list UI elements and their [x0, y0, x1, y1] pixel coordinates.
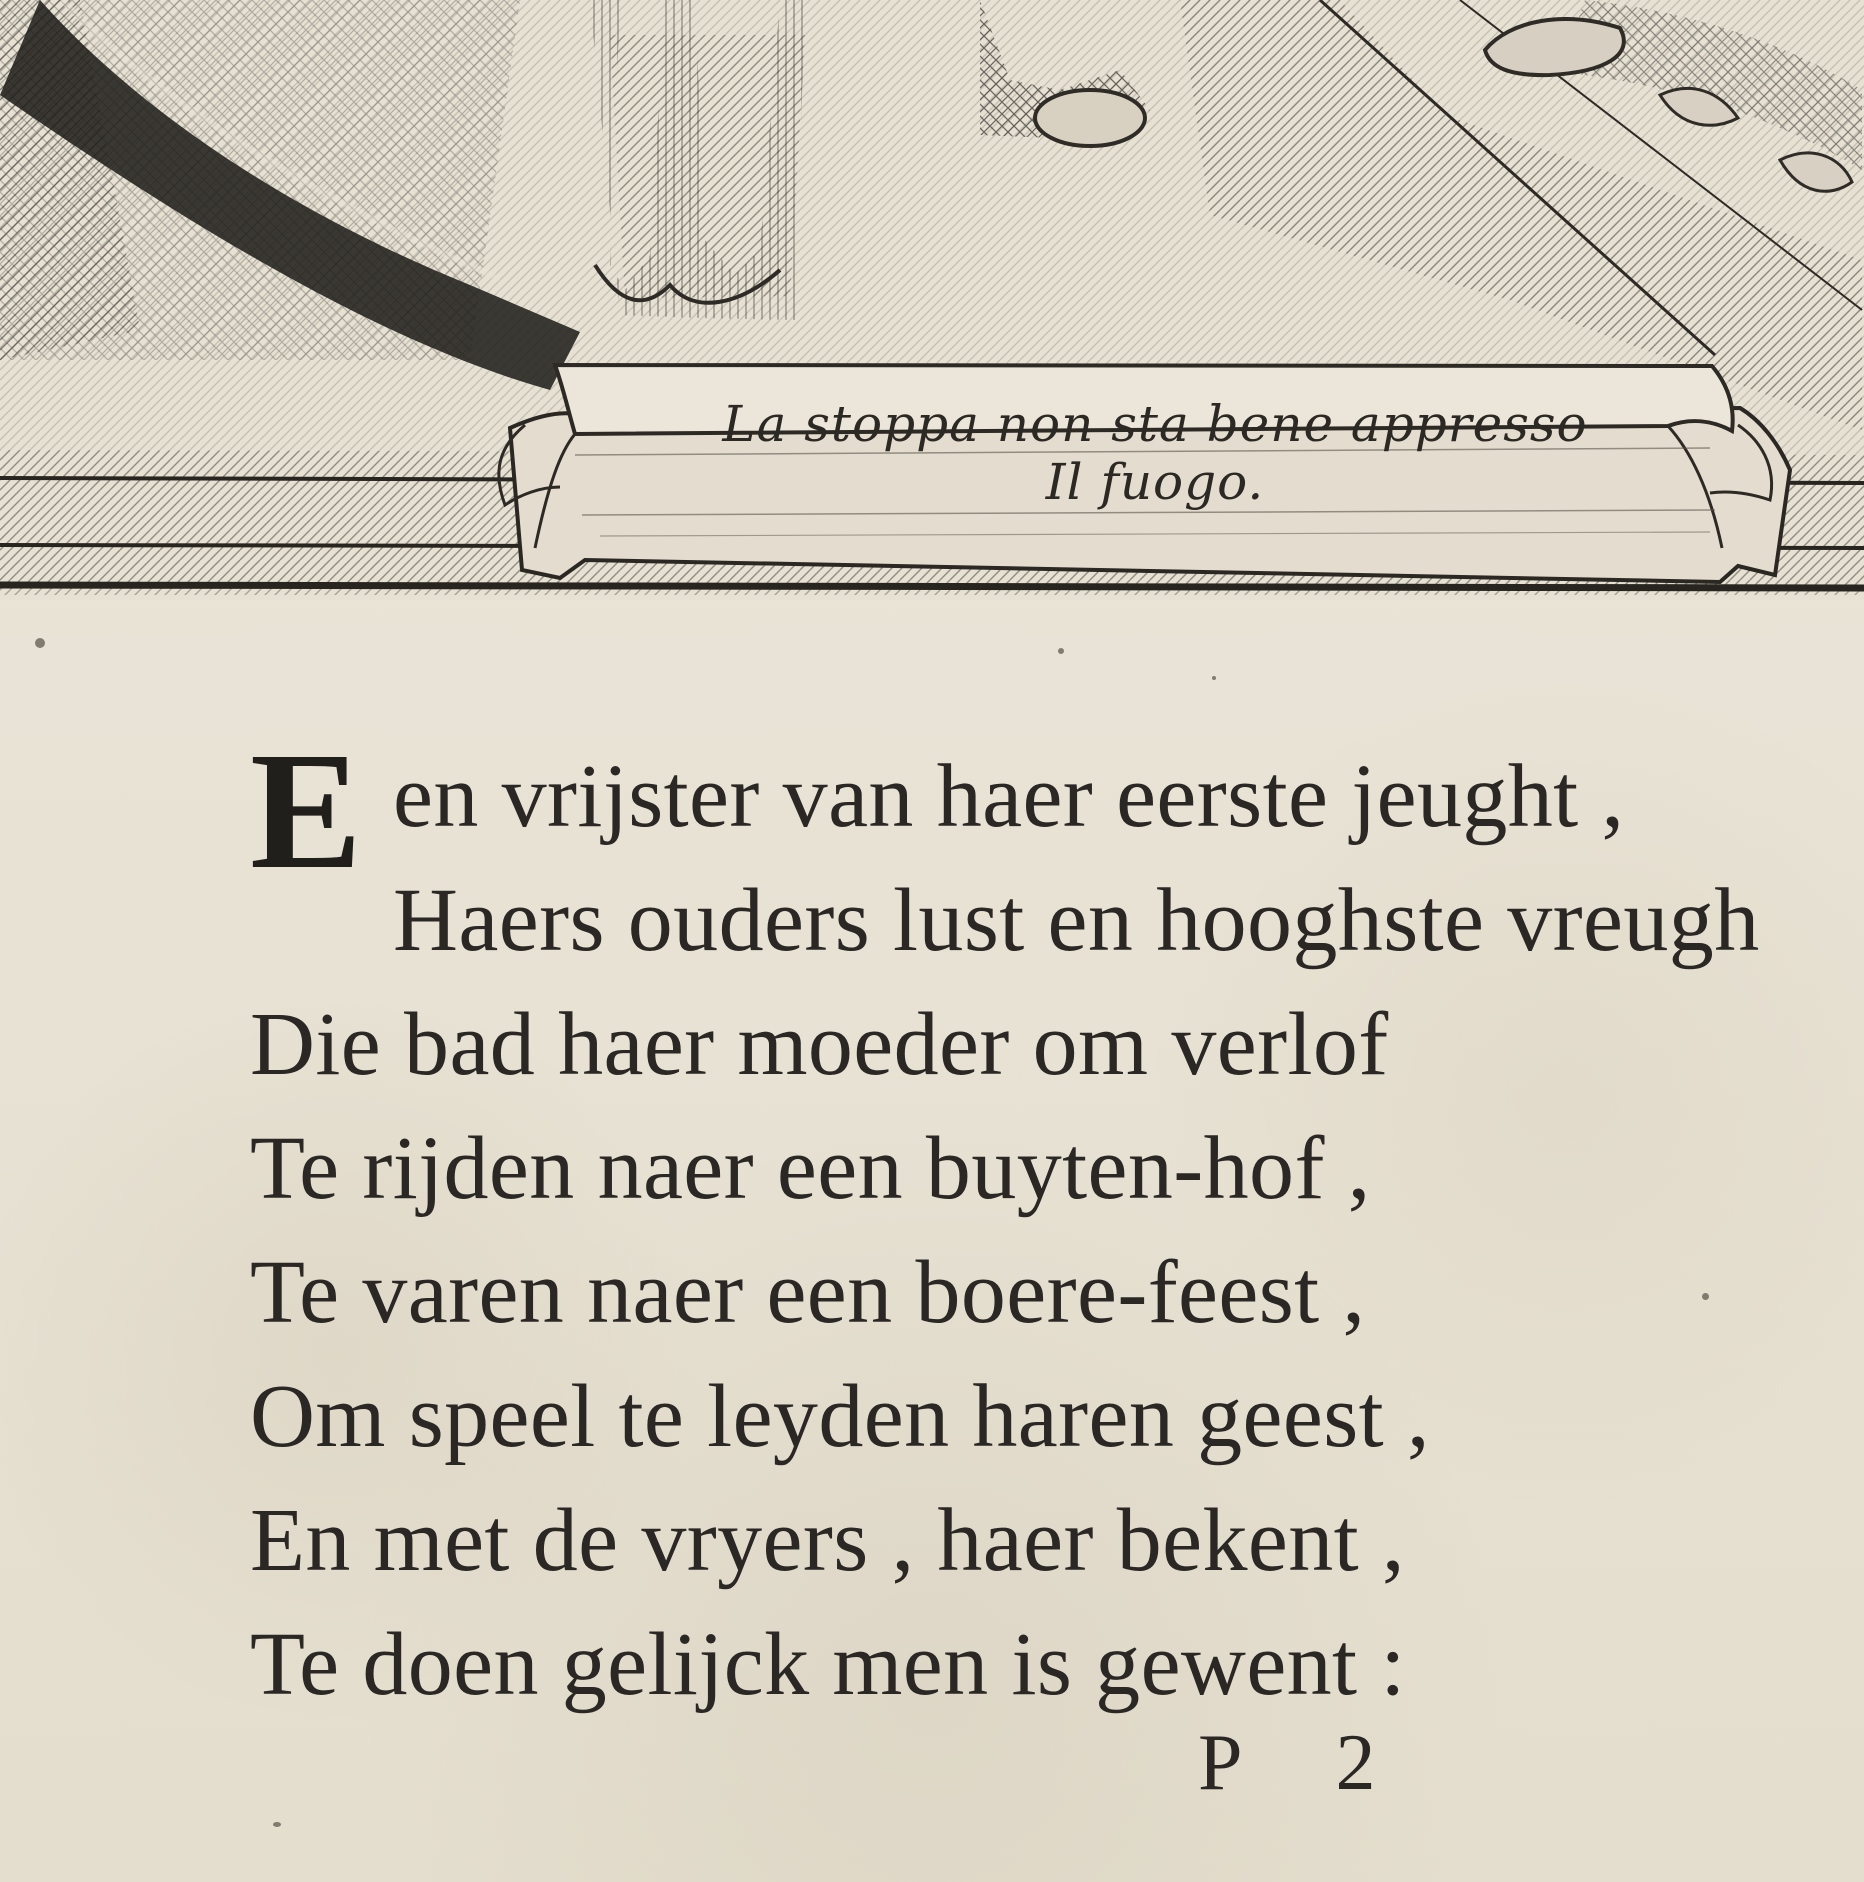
poem-line-7: En met de vryers , haer bekent ,: [250, 1491, 1405, 1590]
engraving-ribbon-text: [620, 395, 1690, 511]
poem-line-2: Haers ouders lust en hooghste vreugh: [393, 871, 1760, 970]
ribbon-line-2: Il fuogo.: [1045, 453, 1265, 511]
poem-line-8: Te doen gelijck men is gewent :: [250, 1615, 1406, 1714]
ink-speck: [273, 1822, 281, 1827]
ribbon-line-1: La stoppa non sta bene appresso: [722, 395, 1588, 453]
ink-speck: [35, 638, 45, 648]
poem-lines: [250, 983, 1430, 1727]
poem-line-6: Om speel te leyden haren geest ,: [250, 1367, 1430, 1466]
poem-text-block: [250, 718, 1810, 1714]
ink-speck: [1212, 676, 1216, 680]
poem-first-line: [250, 718, 1810, 904]
poem-line-5: Te varen naer een boere-feest ,: [250, 1243, 1366, 1342]
poem-line-1-text: en vrijster van haer eerste jeught ,: [393, 747, 1625, 846]
ink-speck: [1058, 648, 1064, 654]
drop-cap: E: [250, 718, 363, 904]
ink-speck: [1702, 1293, 1709, 1300]
page-signature: P 2: [1198, 1719, 1414, 1807]
poem-line-4: Te rijden naer een buyten-hof ,: [250, 1119, 1371, 1218]
poem-line-3: Die bad haer moeder om verlof: [250, 995, 1389, 1094]
